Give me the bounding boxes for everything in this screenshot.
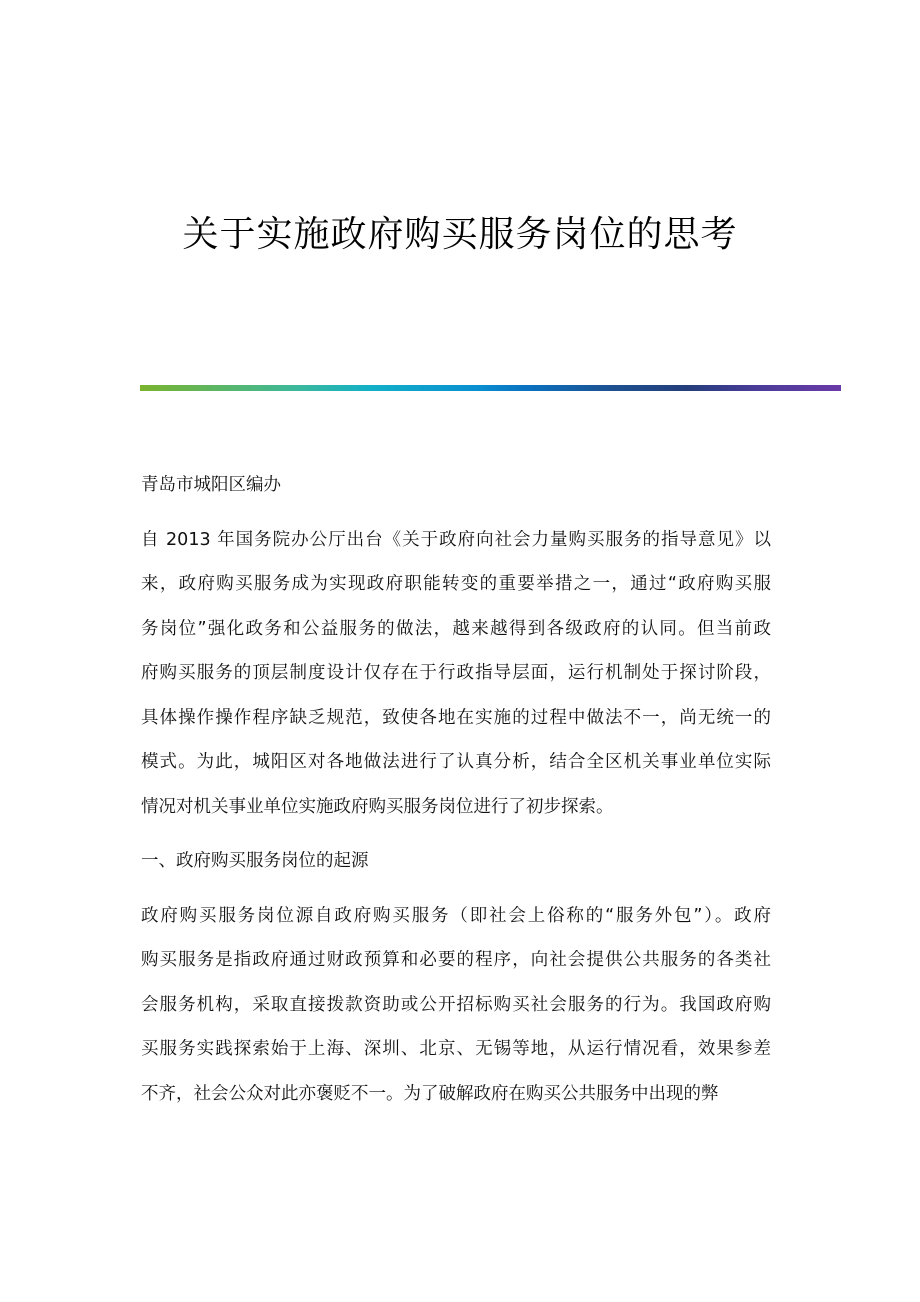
gradient-divider	[140, 385, 841, 391]
text-line: 务岗位”强化政务和公益服务的做法，越来越得到各级政府的认同。但当前政	[141, 618, 771, 639]
text-line: 不齐，社会公众对此亦褒贬不一。为了破解政府在购买公共服务中出现的弊	[141, 1083, 719, 1104]
text-line: 购买服务是指政府通过财政预算和必要的程序，向社会提供公共服务的各类社	[141, 950, 771, 970]
page-title: 关于实施政府购买服务岗位的思考	[182, 214, 738, 255]
text-line: 会服务机构，采取直接拨款资助或公开招标购买社会服务的行为。我国政府购	[141, 994, 771, 1015]
text-line: 政府购买服务岗位源自政府购买服务（即社会上俗称的“服务外包”）。政府	[141, 905, 771, 926]
text-line: 自 2013 年国务院办公厅出台《关于政府向社会力量购买服务的指导意见》以	[141, 529, 771, 550]
paragraph-origin	[141, 894, 771, 1117]
document-body	[141, 463, 771, 1116]
section-heading: 一、政府购买服务岗位的起源	[141, 851, 369, 871]
text-line: 模式。为此，城阳区对各地做法进行了认真分析，结合全区机关事业单位实际	[141, 752, 771, 772]
text-line: 来，政府购买服务成为实现政府职能转变的重要举措之一，通过“政府购买服	[141, 574, 771, 594]
text-line: 具体操作操作程序缺乏规范，致使各地在实施的过程中做法不一，尚无统一的	[141, 707, 771, 728]
author-line: 青岛市城阳区编办	[141, 475, 281, 495]
paragraph-intro	[141, 518, 771, 830]
text-line: 买服务实践探索始于上海、深圳、北京、无锡等地，从运行情况看，效果参差	[141, 1039, 771, 1059]
text-line: 府购买服务的顶层制度设计仅存在于行政指导层面，运行机制处于探讨阶段，	[141, 663, 771, 683]
text-line: 情况对机关事业单位实施政府购买服务岗位进行了初步探索。	[141, 796, 614, 817]
